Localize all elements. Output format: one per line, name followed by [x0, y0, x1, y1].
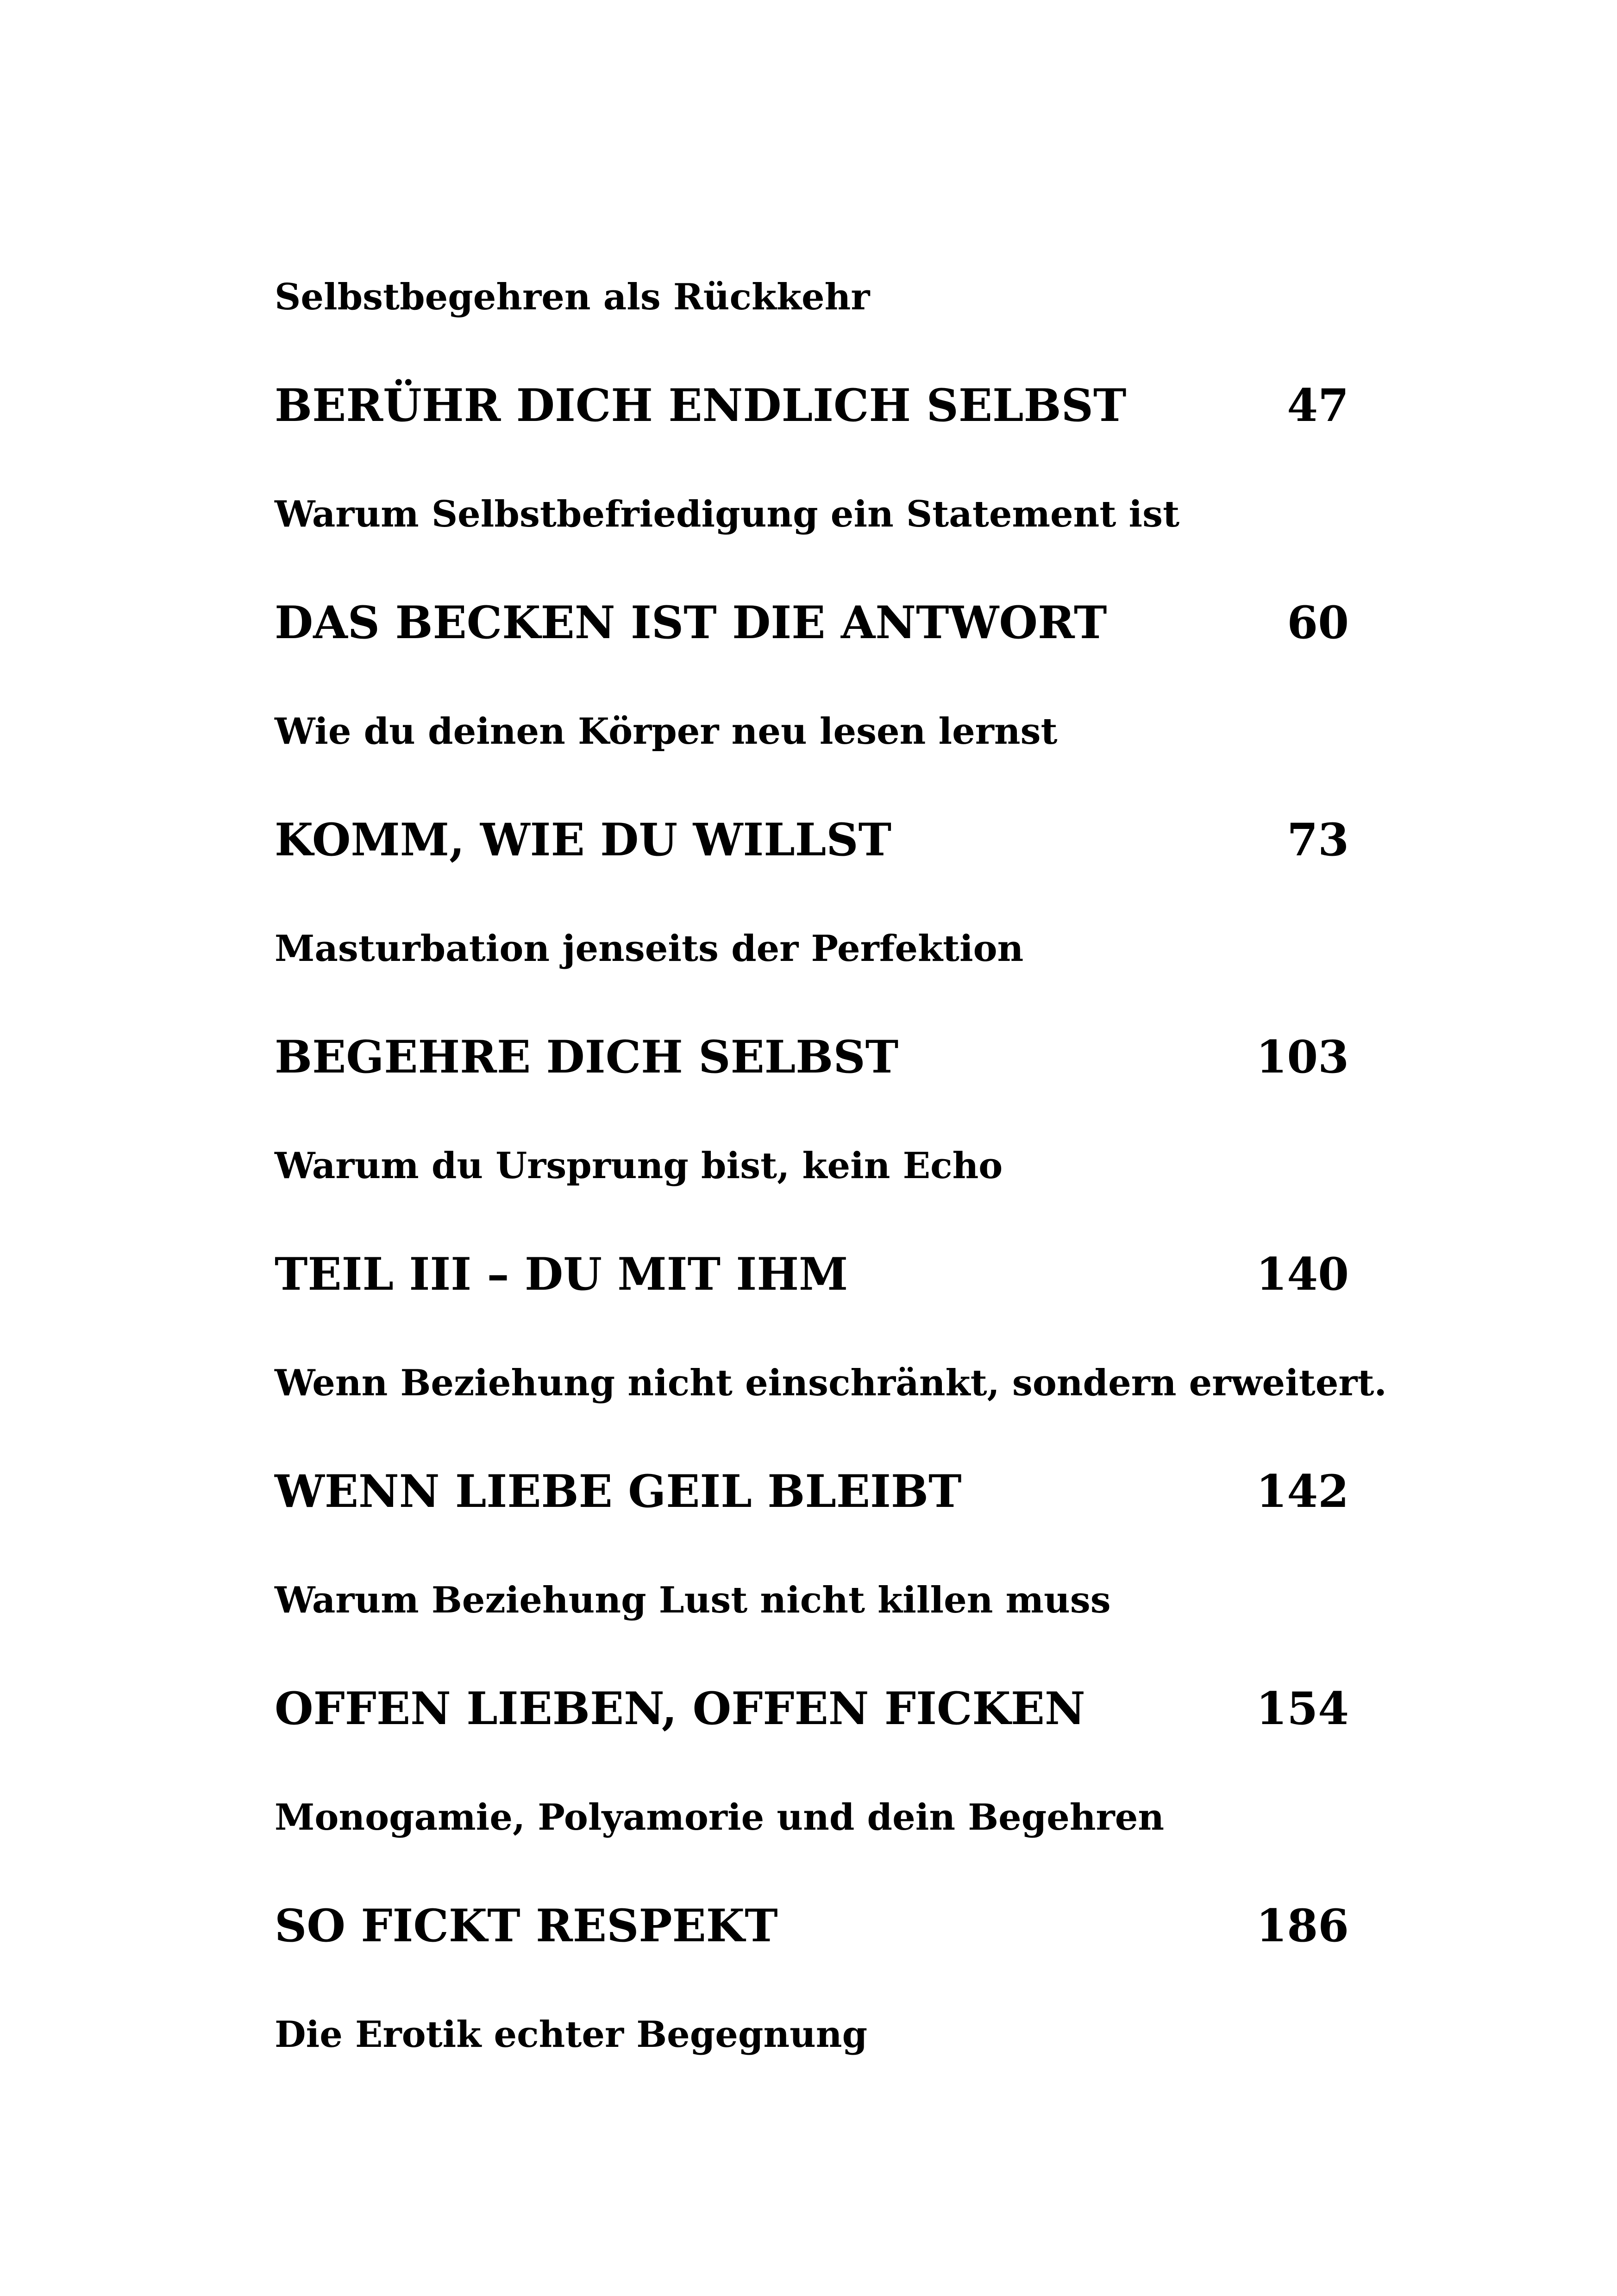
toc-entry-subtitle: Wenn Beziehung nicht einschränkt, sondern erweitert. [275, 1361, 1387, 1404]
toc-entry-subtitle-row [275, 1777, 1349, 1857]
toc-entry-page-number: 47 [1287, 379, 1349, 432]
toc-entry [275, 988, 1349, 1205]
toc-entry-page-number: 140 [1256, 1248, 1349, 1300]
toc-entry-subtitle: Masturbation jenseits der Perfektion [275, 927, 1024, 970]
toc-entry-page-number: 154 [1256, 1682, 1349, 1735]
toc-entry-subtitle: Wie du deinen Körper neu lesen lernst [275, 710, 1058, 753]
toc-entry-row [275, 337, 1349, 474]
toc-entry-page-number: 186 [1256, 1900, 1349, 1952]
toc-entry-page-number: 73 [1287, 814, 1349, 866]
toc-entry-subtitle-row [275, 1560, 1349, 1640]
toc-entry-title: DAS BECKEN IST DIE ANTWORT [275, 596, 1107, 649]
toc-entry-subtitle: Monogamie, Polyamorie und dein Begehren [275, 1796, 1165, 1838]
toc-entry-row [275, 771, 1349, 909]
toc-entry-title: BERÜHR DICH ENDLICH SELBST [275, 379, 1127, 432]
toc-entry [275, 1205, 1387, 1423]
toc-entry-row [275, 1640, 1349, 1777]
toc-entry-subtitle-row [275, 474, 1349, 554]
toc-entry-row [275, 1857, 1349, 1995]
toc-entry-title: SO FICKT RESPEKT [275, 1900, 778, 1952]
table-of-contents [275, 257, 1387, 2074]
toc-entry [275, 554, 1349, 771]
toc-entry-title: KOMM, WIE DU WILLST [275, 814, 892, 866]
toc-entry-subtitle: Warum Selbstbefriedigung ein Statement ist [275, 493, 1180, 535]
toc-entry-title: BEGEHRE DICH SELBST [275, 1031, 899, 1083]
toc-entry-page-number: 60 [1287, 596, 1349, 649]
toc-entry [275, 1857, 1349, 2074]
toc-entry-row [275, 1205, 1349, 1343]
toc-entry-title: TEIL III – DU MIT IHM [275, 1248, 848, 1300]
toc-entry-subtitle: Die Erotik echter Begegnung [275, 2013, 868, 2056]
toc-entry-title: OFFEN LIEBEN, OFFEN FICKEN [275, 1682, 1085, 1735]
toc-entry-subtitle-row [275, 1126, 1349, 1205]
toc-entry-row [275, 554, 1349, 691]
toc-entry-subtitle-row [275, 1343, 1387, 1423]
toc-entry [275, 1423, 1349, 1640]
toc-entry-page-number: 103 [1256, 1031, 1349, 1083]
toc-entry-subtitle-row [275, 1995, 1349, 2074]
toc-lead-subtitle: Selbstbegehren als Rückkehr [275, 276, 870, 318]
toc-entry-title: WENN LIEBE GEIL BLEIBT [275, 1465, 962, 1518]
toc-entry-page-number: 142 [1256, 1465, 1349, 1518]
toc-entry-subtitle: Warum Beziehung Lust nicht killen muss [275, 1579, 1111, 1621]
toc-lead-subtitle-row [275, 257, 1349, 337]
toc-entry-row [275, 988, 1349, 1126]
toc-entry-subtitle-row [275, 691, 1349, 771]
toc-entry [275, 337, 1349, 554]
toc-entry [275, 1640, 1349, 1857]
toc-entry-subtitle-row [275, 909, 1349, 988]
toc-entry-row [275, 1423, 1349, 1560]
toc-entry [275, 771, 1349, 988]
toc-entry-subtitle: Warum du Ursprung bist, kein Echo [275, 1144, 1003, 1187]
